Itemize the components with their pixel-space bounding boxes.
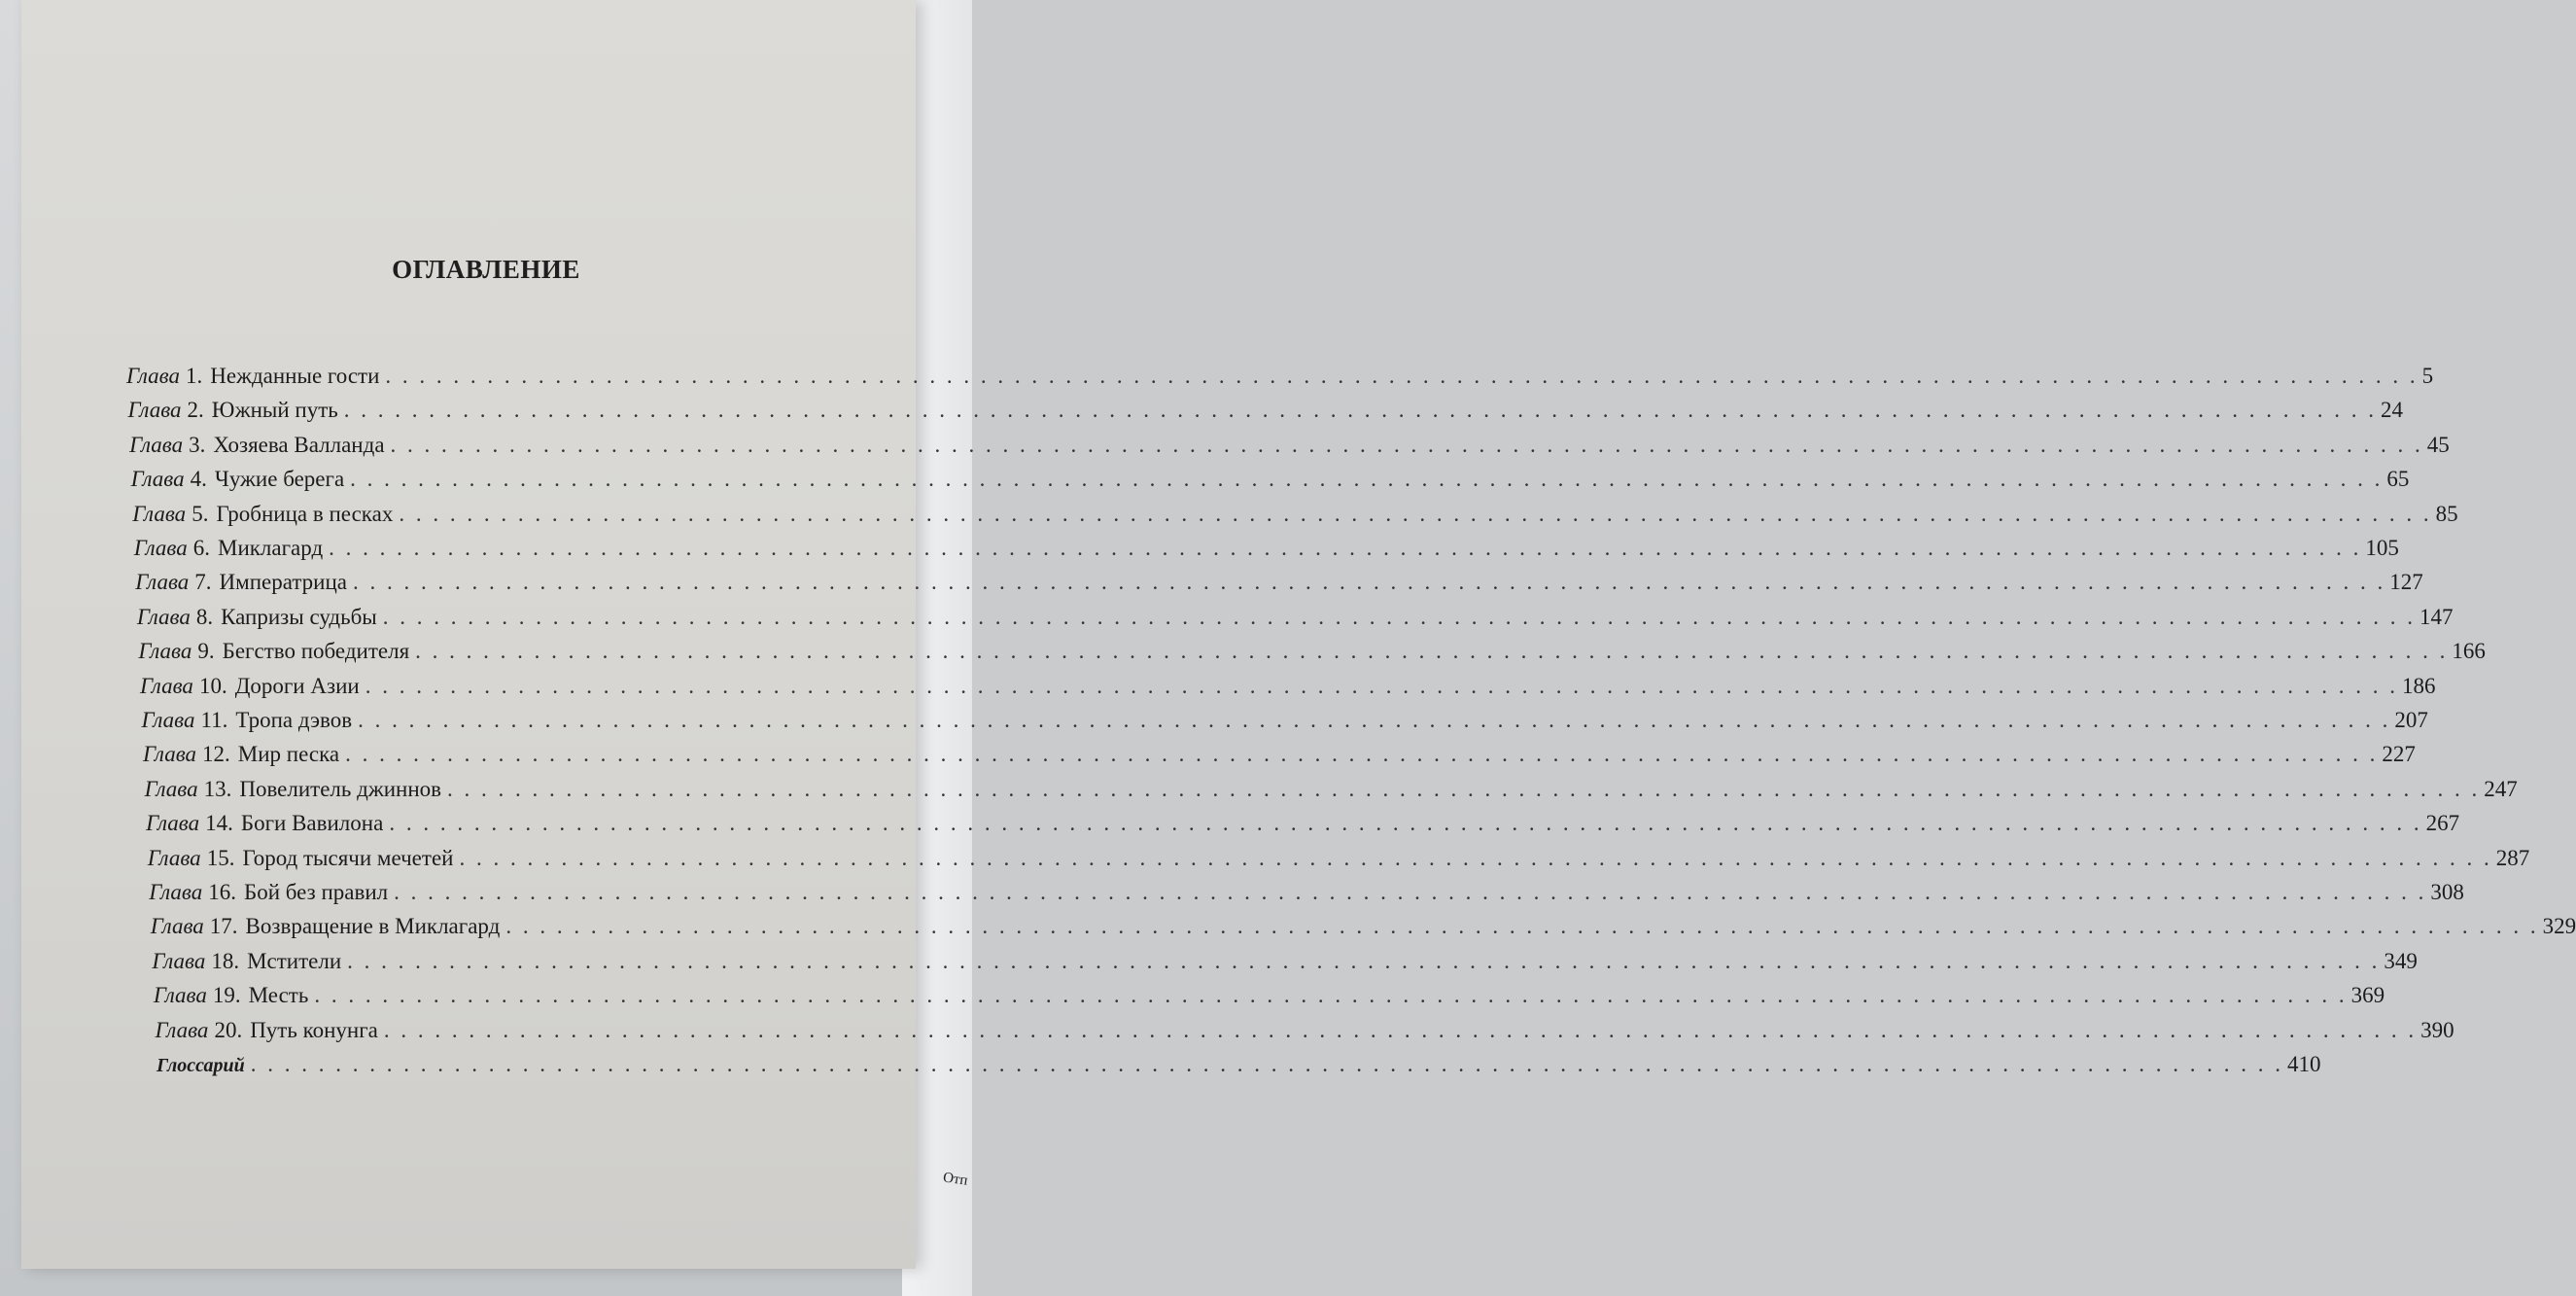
chapter-page: 166: [2452, 639, 2486, 664]
toc-row: [155, 1017, 2454, 1043]
chapter-number: 5.: [191, 501, 209, 526]
chapter-title: Императрица: [219, 570, 347, 595]
chapter-label: Глава: [141, 708, 195, 732]
chapter-label: Глава: [143, 742, 197, 767]
chapter-label: Глава: [129, 432, 184, 457]
page-title: ОГЛАВЛЕНИЕ: [392, 255, 580, 284]
chapter-number: 7.: [194, 570, 212, 595]
chapter-title: Нежданные гости: [210, 364, 380, 388]
chapter-page: 349: [2384, 948, 2418, 973]
chapter-page: 247: [2484, 776, 2518, 801]
chapter-label: Глава: [138, 639, 192, 664]
dot-leader: . . . . . . . . . . . . . . . . . . . . . . . . . . . . . . . . . . . . . . . . . . . . . . . . . . . . . . . . . . . . . . . . . . . . . . . . . . . . . . . . . . . . . . . . . . . . . . . . . . . . . . . . . . . . . . . . . . . . . . . .: [394, 880, 2427, 904]
chapter-title: Повелитель джиннов: [239, 776, 442, 801]
chapter-number: 10.: [198, 673, 227, 698]
chapter-page: 267: [2425, 811, 2460, 836]
table-of-contents: [0, 360, 2576, 1138]
dot-leader: . . . . . . . . . . . . . . . . . . . . . . . . . . . . . . . . . . . . . . . . . . . . . . . . . . . . . . . . . . . . . . . . . . . . . . . . . . . . . . . . . . . . . . . . . . . . . . . . . . . . . . . . . . . . . . . . . . . . . . . .: [505, 914, 2539, 939]
chapter-title: Чужие берега: [214, 467, 345, 492]
toc-row: [146, 811, 2460, 836]
toc-row: [141, 708, 2428, 733]
chapter-label: Глава: [146, 811, 200, 836]
chapter-number: 6.: [192, 536, 210, 560]
dot-leader: . . . . . . . . . . . . . . . . . . . . . . . . . . . . . . . . . . . . . . . . . . . . . . . . . . . . . . . . . . . . . . . . . . . . . . . . . . . . . . . . . . . . . . . . . . . . . . . . . . . . . . . . . . . . . . . . . . . . . . . .: [399, 501, 2432, 526]
dot-leader: . . . . . . . . . . . . . . . . . . . . . . . . . . . . . . . . . . . . . . . . . . . . . . . . . . . . . . . . . . . . . . . . . . . . . . . . . . . . . . . . . . . . . . . . . . . . . . . . . . . . . . . . . . . . . . . . . . . . . . . .: [345, 742, 2379, 767]
chapter-page: 186: [2401, 673, 2436, 698]
chapter-title: Возвращение в Миклагард: [245, 914, 501, 939]
chapter-number: 17.: [209, 914, 238, 939]
dot-leader: . . . . . . . . . . . . . . . . . . . . . . . . . . . . . . . . . . . . . . . . . . . . . . . . . . . . . . . . . . . . . . . . . . . . . . . . . . . . . . . . . . . . . . . . . . . . . . . . . . . . . . . . . . . . . . . . . . . . . . . .: [353, 570, 2386, 595]
chapter-page: 227: [2382, 742, 2416, 767]
chapter-title: Город тысячи мечетей: [242, 845, 454, 870]
chapter-number: 13.: [203, 776, 232, 801]
chapter-number: 14.: [205, 811, 233, 836]
dot-leader: . . . . . . . . . . . . . . . . . . . . . . . . . . . . . . . . . . . . . . . . . . . . . . . . . . . . . . . . . . . . . . . . . . . . . . . . . . . . . . . . . . . . . . . . . . . . . . . . . . . . . . . . . . . . . . . . . . . . . . . .: [459, 845, 2492, 870]
chapter-title: Тропа дэвов: [235, 708, 353, 732]
dot-leader: . . . . . . . . . . . . . . . . . . . . . . . . . . . . . . . . . . . . . . . . . . . . . . . . . . . . . . . . . . . . . . . . . . . . . . . . . . . . . . . . . . . . . . . . . . . . . . . . . . . . . . . . . . . . . . . . . . . . . . . .: [250, 1052, 2284, 1076]
chapter-number: 11.: [200, 708, 228, 732]
chapter-title: Миклагард: [218, 536, 324, 560]
dot-leader: . . . . . . . . . . . . . . . . . . . . . . . . . . . . . . . . . . . . . . . . . . . . . . . . . . . . . . . . . . . . . . . . . . . . . . . . . . . . . . . . . . . . . . . . . . . . . . . . . . . . . . . . . . . . . . . . . . . . . . . .: [314, 983, 2348, 1008]
chapter-label: Глава: [150, 914, 204, 939]
toc-row: [149, 880, 2464, 905]
toc-row: [138, 639, 2486, 664]
chapter-number: 18.: [211, 948, 240, 973]
dot-leader: . . . . . . . . . . . . . . . . . . . . . . . . . . . . . . . . . . . . . . . . . . . . . . . . . . . . . . . . . . . . . . . . . . . . . . . . . . . . . . . . . . . . . . . . . . . . . . . . . . . . . . . . . . . . . . . . . . . . . . . .: [383, 1017, 2418, 1042]
toc-row: [132, 501, 2458, 527]
chapter-page: 147: [2419, 604, 2454, 629]
chapter-title: Мстители: [247, 948, 342, 973]
toc-row: [130, 467, 2410, 492]
chapter-page: 329: [2542, 914, 2576, 939]
chapter-number: 19.: [212, 983, 241, 1008]
chapter-label: Глава: [133, 536, 188, 560]
glossary-page: 410: [2287, 1052, 2321, 1076]
chapter-label: Глава: [153, 983, 207, 1008]
toc-row: [136, 604, 2454, 630]
toc-row: [144, 776, 2518, 802]
chapter-label: Глава: [132, 501, 187, 526]
chapter-label: Глава: [149, 880, 203, 904]
chapter-page: 390: [2420, 1017, 2454, 1042]
dot-leader: . . . . . . . . . . . . . . . . . . . . . . . . . . . . . . . . . . . . . . . . . . . . . . . . . . . . . . . . . . . . . . . . . . . . . . . . . . . . . . . . . . . . . . . . . . . . . . . . . . . . . . . . . . . . . . . . . . . . . . . .: [385, 364, 2419, 388]
dot-leader: . . . . . . . . . . . . . . . . . . . . . . . . . . . . . . . . . . . . . . . . . . . . . . . . . . . . . . . . . . . . . . . . . . . . . . . . . . . . . . . . . . . . . . . . . . . . . . . . . . . . . . . . . . . . . . . . . . . . . . . .: [365, 673, 2398, 698]
chapter-number: 9.: [197, 639, 215, 664]
chapter-title: Капризы судьбы: [221, 604, 377, 629]
toc-row: [135, 570, 2423, 595]
toc-row: [153, 983, 2385, 1008]
chapter-title: Дороги Азии: [234, 673, 360, 698]
toc-row: [147, 845, 2530, 871]
glossary-label: Глоссарий: [157, 1055, 245, 1076]
chapter-page: 45: [2426, 432, 2450, 457]
dot-leader: . . . . . . . . . . . . . . . . . . . . . . . . . . . . . . . . . . . . . . . . . . . . . . . . . . . . . . . . . . . . . . . . . . . . . . . . . . . . . . . . . . . . . . . . . . . . . . . . . . . . . . . . . . . . . . . . . . . . . . . .: [350, 467, 2384, 492]
dot-leader: . . . . . . . . . . . . . . . . . . . . . . . . . . . . . . . . . . . . . . . . . . . . . . . . . . . . . . . . . . . . . . . . . . . . . . . . . . . . . . . . . . . . . . . . . . . . . . . . . . . . . . . . . . . . . . . . . . . . . . . .: [358, 708, 2391, 732]
toc-row: [133, 536, 2399, 561]
chapter-page: 105: [2365, 536, 2399, 560]
dot-leader: . . . . . . . . . . . . . . . . . . . . . . . . . . . . . . . . . . . . . . . . . . . . . . . . . . . . . . . . . . . . . . . . . . . . . . . . . . . . . . . . . . . . . . . . . . . . . . . . . . . . . . . . . . . . . . . . . . . . . . . .: [390, 432, 2423, 457]
chapter-number: 3.: [189, 432, 206, 457]
chapter-number: 16.: [208, 880, 236, 904]
chapter-page: 65: [2386, 467, 2410, 492]
chapter-page: 24: [2381, 398, 2404, 423]
chapter-title: Бегство победителя: [222, 639, 410, 664]
chapter-page: 127: [2389, 570, 2423, 595]
chapter-label: Глава: [130, 467, 185, 492]
dot-leader: . . . . . . . . . . . . . . . . . . . . . . . . . . . . . . . . . . . . . . . . . . . . . . . . . . . . . . . . . . . . . . . . . . . . . . . . . . . . . . . . . . . . . . . . . . . . . . . . . . . . . . . . . . . . . . . . . . . . . . . .: [382, 604, 2416, 629]
chapter-title: Мир песка: [237, 742, 340, 767]
chapter-label: Глава: [152, 948, 206, 973]
chapter-title: Гробница в песках: [216, 501, 394, 526]
next-page-edge-text: Отп: [942, 1170, 969, 1189]
toc-row: [127, 398, 2404, 423]
chapter-label: Глава: [136, 604, 191, 629]
chapter-page: 207: [2394, 708, 2428, 732]
dot-leader: . . . . . . . . . . . . . . . . . . . . . . . . . . . . . . . . . . . . . . . . . . . . . . . . . . . . . . . . . . . . . . . . . . . . . . . . . . . . . . . . . . . . . . . . . . . . . . . . . . . . . . . . . . . . . . . . . . . . . . . .: [329, 536, 2362, 560]
dot-leader: . . . . . . . . . . . . . . . . . . . . . . . . . . . . . . . . . . . . . . . . . . . . . . . . . . . . . . . . . . . . . . . . . . . . . . . . . . . . . . . . . . . . . . . . . . . . . . . . . . . . . . . . . . . . . . . . . . . . . . . .: [389, 811, 2422, 836]
chapter-title: Хозяева Валланда: [213, 432, 385, 457]
chapter-page: 369: [2350, 983, 2385, 1008]
dot-leader: . . . . . . . . . . . . . . . . . . . . . . . . . . . . . . . . . . . . . . . . . . . . . . . . . . . . . . . . . . . . . . . . . . . . . . . . . . . . . . . . . . . . . . . . . . . . . . . . . . . . . . . . . . . . . . . . . . . . . . . .: [343, 398, 2378, 423]
chapter-page: 308: [2430, 880, 2464, 904]
chapter-title: Путь конунга: [250, 1017, 378, 1042]
chapter-label: Глава: [127, 398, 182, 423]
dot-leader: . . . . . . . . . . . . . . . . . . . . . . . . . . . . . . . . . . . . . . . . . . . . . . . . . . . . . . . . . . . . . . . . . . . . . . . . . . . . . . . . . . . . . . . . . . . . . . . . . . . . . . . . . . . . . . . . . . . . . . . .: [415, 639, 2449, 664]
chapter-title: Южный путь: [211, 398, 338, 423]
chapter-number: 4.: [190, 467, 207, 492]
toc-row: [150, 914, 2576, 939]
chapter-number: 1.: [186, 364, 203, 388]
chapter-label: Глава: [139, 673, 193, 698]
chapter-title: Месть: [248, 983, 309, 1008]
chapter-page: 5: [2421, 364, 2434, 388]
toc-row: [143, 742, 2416, 767]
chapter-label: Глава: [144, 776, 198, 801]
chapter-title: Бой без правил: [244, 880, 389, 904]
chapter-number: 2.: [187, 398, 204, 423]
chapter-label: Глава: [126, 364, 180, 388]
chapter-number: 12.: [202, 742, 230, 767]
chapter-label: Глава: [155, 1017, 209, 1042]
dot-leader: . . . . . . . . . . . . . . . . . . . . . . . . . . . . . . . . . . . . . . . . . . . . . . . . . . . . . . . . . . . . . . . . . . . . . . . . . . . . . . . . . . . . . . . . . . . . . . . . . . . . . . . . . . . . . . . . . . . . . . . .: [447, 776, 2481, 801]
toc-row: [152, 948, 2418, 974]
dot-leader: . . . . . . . . . . . . . . . . . . . . . . . . . . . . . . . . . . . . . . . . . . . . . . . . . . . . . . . . . . . . . . . . . . . . . . . . . . . . . . . . . . . . . . . . . . . . . . . . . . . . . . . . . . . . . . . . . . . . . . . .: [347, 948, 2381, 973]
chapter-page: 287: [2495, 845, 2530, 870]
chapter-label: Глава: [135, 570, 190, 595]
chapter-number: 8.: [195, 604, 214, 629]
chapter-page: 85: [2435, 501, 2458, 526]
chapter-number: 15.: [206, 845, 235, 870]
toc-row: [129, 432, 2450, 458]
toc-row-glossary: [157, 1052, 2321, 1077]
chapter-label: Глава: [147, 845, 201, 870]
toc-row: [139, 673, 2436, 699]
chapter-title: Боги Вавилона: [240, 811, 384, 836]
chapter-number: 20.: [214, 1017, 243, 1042]
toc-row: [126, 364, 2434, 389]
